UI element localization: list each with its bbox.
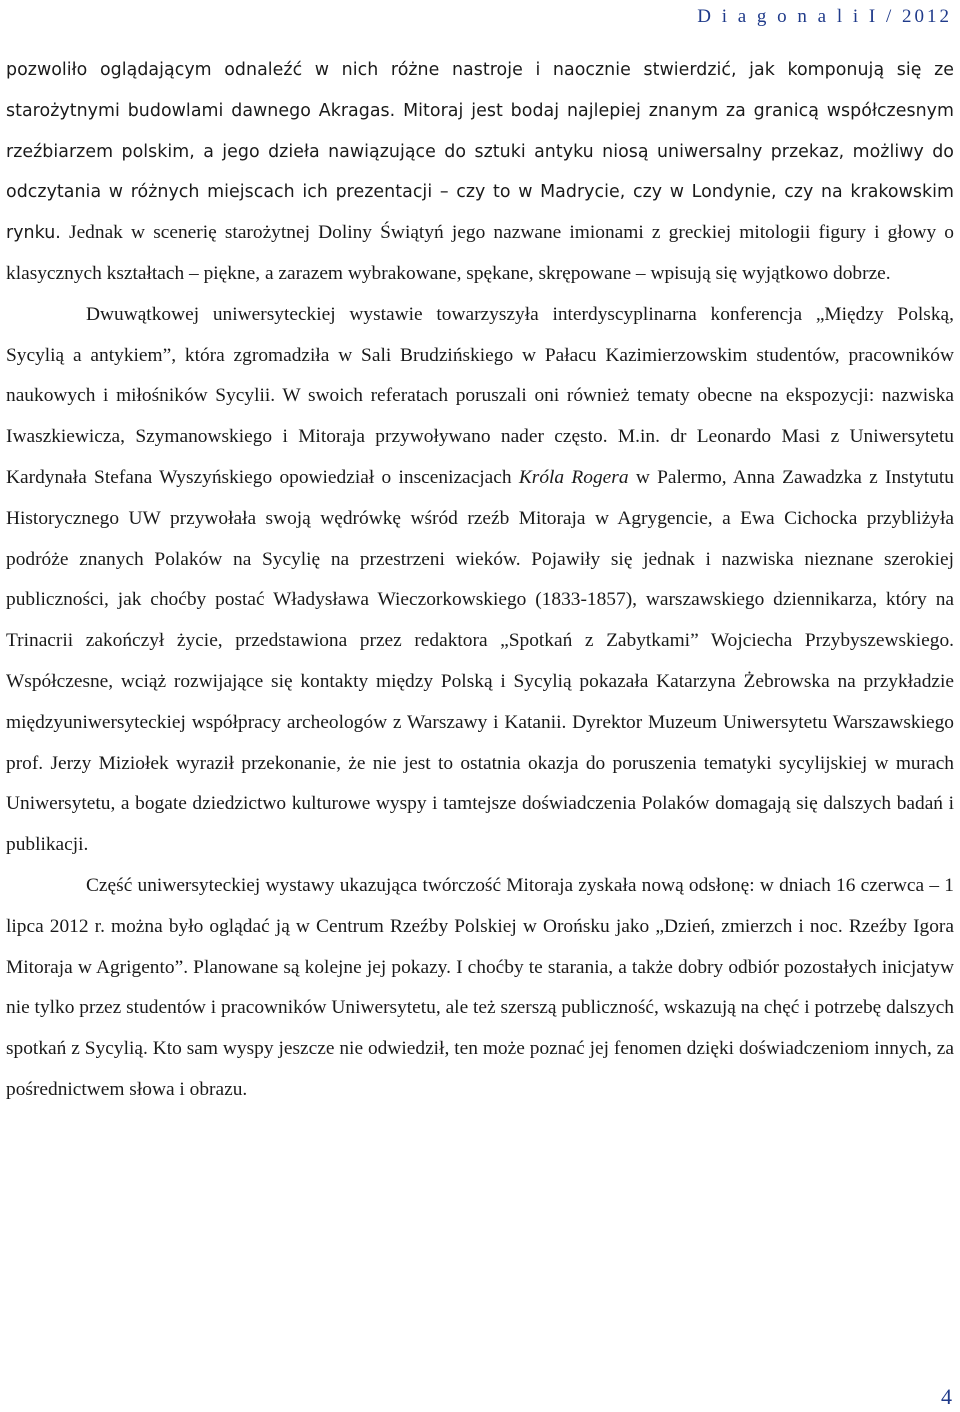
paragraph-1-serif-part: Jednak w scenerię starożytnej Doliny Świątyń jego nazwane imionami z greckiej mitologii figury i głowy o klasycznych kształtach – piękne, a zarazem wybrakowane, spękane, skrępowane – wpisują się wyjątkowo dobrze. [6,222,954,284]
paragraph-3: Część uniwersyteckiej wystawy ukazująca twórczość Mitoraja zyskała nową odsłonę: w dniach 16 czerwca – 1 lipca 2012 r. można było oglądać ją w Centrum Rzeźby Polskiej w Orońsku jako „Dzień, zmierzch i noc. Rzeźby Igora Mitoraja w Agrigento”. Planowane są kolejne jej pokazy. I choćby te starania, a także dobry odbiór pozostałych inicjatyw nie tylko przez studentów i pracowników Uniwersytetu, ale też szerszą publiczność, wskazują na chęć i potrzebę dalszych spotkań z Sycylią. Kto sam wyspy jeszcze nie odwiedził, ten może poznać jej fenomen dzięki doświadczeniom innych, za pośrednictwem słowa i obrazu. [6,874,954,1100]
paragraph-2-part-a: Dwuwątkowej uniwersyteckiej wystawie towarzyszyła interdyscyplinarna konferencja „Między Polską, Sycylią a antykiem”, która zgromadziła w Sali Brudzińskiego w Pałacu Kazimierzowskim studentów, pracowników naukowych i miłośników Sycylii. W swoich referatach poruszali oni również tematy obecne na ekspozycji: nazwiska Iwaszkiewicza, Szymanowskiego i Mitoraja przywoływano nader często. M.in. dr Leonardo Masi z Uniwersytetu Kardynała Stefana Wyszyńskiego opowiedział o inscenizacjach [6,303,954,488]
paragraph-2 [6,295,954,866]
paragraph-1-sans-part: pozwoliło oglądającym odnaleźć w nich różne nastroje i naocznie stwierdzić, jak komponują się ze starożytnymi budowlami dawnego Akragas. Mitoraj jest bodaj najlepiej znanym za granicą współczesnym rzeźbiarzem polskim, a jego dzieła nawiązujące do sztuki antyku niosą uniwersalny przekaz, możliwy do odczytania w różnych miejscach ich prezentacji – czy to w Madrycie, czy w Londynie, czy na krakowskim rynku. [6,60,954,244]
article-body [6,50,954,1111]
paragraph-2-part-b: w Palermo, Anna Zawadzka z Instytutu Historycznego UW przywołała swoją wędrówkę wśród rzeźb Mitoraja w Agrygencie, a Ewa Cichocka przybliżyła podróże znanych Polaków na Sycylię na przestrzeni wieków. Pojawiły się jednak i nazwiska nieznane szerokiej publiczności, jak choćby postać Władysława Wieczorkowskiego (1833-1857), warszawskiego dziennikarza, który na Trinacrii zakończył życie, przedstawiona przez redaktora „Spotkań z Zabytkami” Wojciecha Przybyszewskiego. Współczesne, wciąż rozwijające się kontakty między Polską i Sycylią pokazała Katarzyna Żebrowska na przykładzie międzyuniwersyteckiej współpracy archeologów z Warszawy i Katanii. Dyrektor Muzeum Uniwersytetu Warszawskiego prof. Jerzy Miziołek wyraził przekonanie, że nie jest to ostatnia okazja do poruszenia tematyki sycylijskiej w murach Uniwersytetu, a bogate dziedzictwo kulturowe wyspy i tamtejsze doświadczenia Polaków domagają się dalszych badań i publikacji. [6,466,954,856]
paragraph-1 [6,50,954,295]
page-number: 4 [941,1384,952,1409]
paragraph-2-italic-title: Króla Rogera [518,466,629,488]
journal-header: D i a g o n a l i I / 2012 [697,6,952,27]
